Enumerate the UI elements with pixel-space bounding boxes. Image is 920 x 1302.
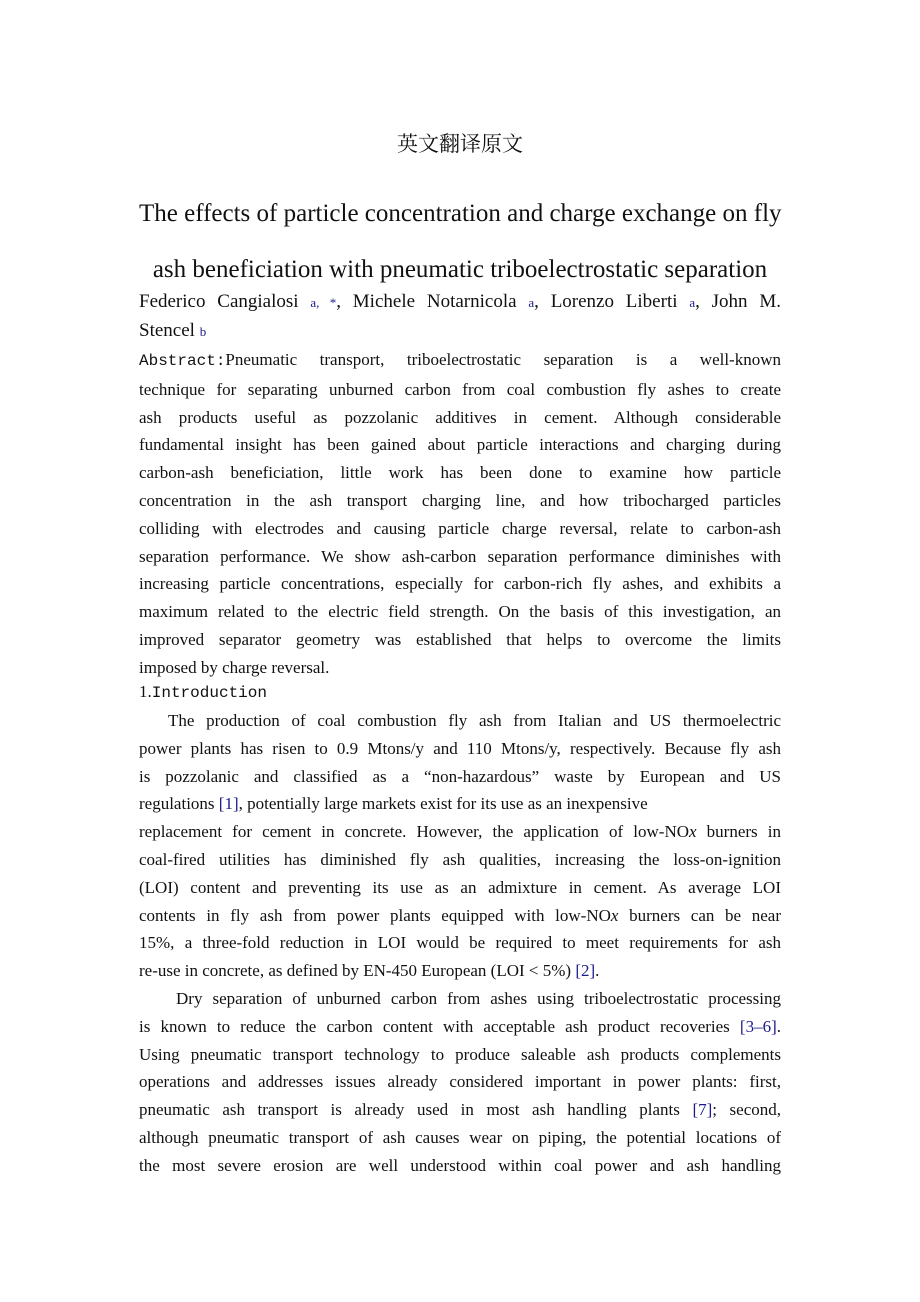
text-line: Dry separation of unburned carbon from ashes using triboelectrostatic processing [176, 988, 781, 1008]
abstract-line: colliding with electrodes and causing particle charge reversal, relate to carbon-ash [139, 518, 781, 538]
abstract-line: increasing particle concentrations, especially for carbon-rich fly ashes, and exhibits a [139, 574, 781, 594]
abstract-label: Abstract: [139, 352, 226, 370]
text-line: 15%, a three-fold reduction in LOI would be required to meet requirements for ash [139, 933, 781, 953]
chinese-heading: 英文翻译原文 [397, 132, 523, 156]
paragraph [139, 707, 781, 985]
section-number: 1. [139, 682, 152, 701]
text-line: coal-fired utilities has diminished fly ash qualities, increasing the loss-on-ignition [139, 849, 781, 869]
text-line: regulations [1], potentially large markets exist for its use as an inexpensive [139, 794, 648, 814]
text-line: operations and addresses issues already considered important in power plants: first, [139, 1072, 781, 1092]
abstract-line: separation performance. We show ash-carbon separation performance diminishes with [139, 546, 781, 566]
author-affiliation: a [528, 295, 535, 310]
paragraph [139, 985, 781, 1180]
introduction-body [139, 707, 781, 1180]
text-line: replacement for cement in concrete. However, the application of low-NOx burners in [139, 822, 781, 842]
author-name: John M. [711, 291, 782, 312]
abstract-line: Abstract:Pneumatic transport, triboelectrostatic separation is a well-known [139, 350, 781, 370]
text-line: The production of coal combustion fly ash from Italian and US thermoelectric [168, 711, 781, 730]
abstract-line: fundamental insight has been gained about particle interactions and charging during [139, 435, 781, 455]
text-line: pneumatic ash transport is already used in most ash handling plants [7]; second, [139, 1100, 781, 1120]
text-line: contents in fly ash from power plants equipped with low-NOx burners can be near [139, 905, 782, 925]
text-line: is known to reduce the carbon content with acceptable ash product recoveries [3–6]. [139, 1016, 781, 1036]
text-line: although pneumatic transport of ash causes wear on piping, the potential locations of [139, 1127, 781, 1147]
section-heading-introduction [139, 678, 267, 708]
author-line-2 [139, 317, 781, 346]
author-line-1: Federico Cangialosi a, *, Michele Notarnicola a, Lorenzo Liberti a, John M. [139, 291, 782, 312]
author-affiliation: a [689, 295, 696, 310]
abstract-line: imposed by charge reversal. [139, 657, 330, 677]
author-name: Lorenzo Liberti [550, 291, 678, 312]
abstract [139, 346, 781, 682]
paper-title [139, 186, 781, 298]
author-list [139, 288, 781, 346]
text-line: is pozzolanic and classified as a “non-hazardous” waste by European and US [139, 766, 781, 786]
abstract-line: carbon-ash beneficiation, little work has been done to examine how particle [139, 463, 781, 483]
author-name: Federico Cangialosi [139, 291, 299, 312]
section-title: Introduction [151, 684, 267, 702]
abstract-line: technique for separating unburned carbon from coal combustion fly ashes to create [139, 379, 781, 399]
abstract-line: ash products useful as pozzolanic additives in cement. Although considerable [139, 407, 781, 427]
citation-link[interactable]: [1] [218, 794, 239, 814]
title-line-1: The effects of particle concentration and charge exchange on fly [139, 200, 782, 227]
text-line: (LOI) content and preventing its use as an admixture in cement. As average LOI [139, 877, 781, 897]
text-line: re-use in concrete, as defined by EN-450 European (LOI < 5%) [2]. [139, 961, 600, 981]
author-affiliation: b [199, 324, 207, 339]
citation-link[interactable]: [3–6] [739, 1016, 777, 1036]
title-line-2: ash beneficiation with pneumatic triboelectrostatic separation [152, 256, 768, 283]
citation-link[interactable]: [2] [575, 961, 596, 981]
abstract-line: maximum related to the electric field strength. On the basis of this investigation, an [139, 602, 781, 622]
text-line: power plants has risen to 0.9 Mtons/y and 110 Mtons/y, respectively. Because fly ash [139, 738, 781, 758]
abstract-line: concentration in the ash transport charging line, and how tribocharged particles [139, 490, 781, 510]
author-affiliation: a, * [310, 295, 337, 310]
author-name: Stencel [139, 320, 195, 341]
text-line: Using pneumatic transport technology to produce saleable ash products complements [139, 1044, 781, 1064]
citation-link[interactable]: [7] [692, 1100, 713, 1120]
author-name: Michele Notarnicola [352, 291, 517, 312]
abstract-line: improved separator geometry was established that helps to overcome the limits [139, 629, 781, 649]
text-line: the most severe erosion are well understood within coal power and ash handling [139, 1155, 781, 1175]
